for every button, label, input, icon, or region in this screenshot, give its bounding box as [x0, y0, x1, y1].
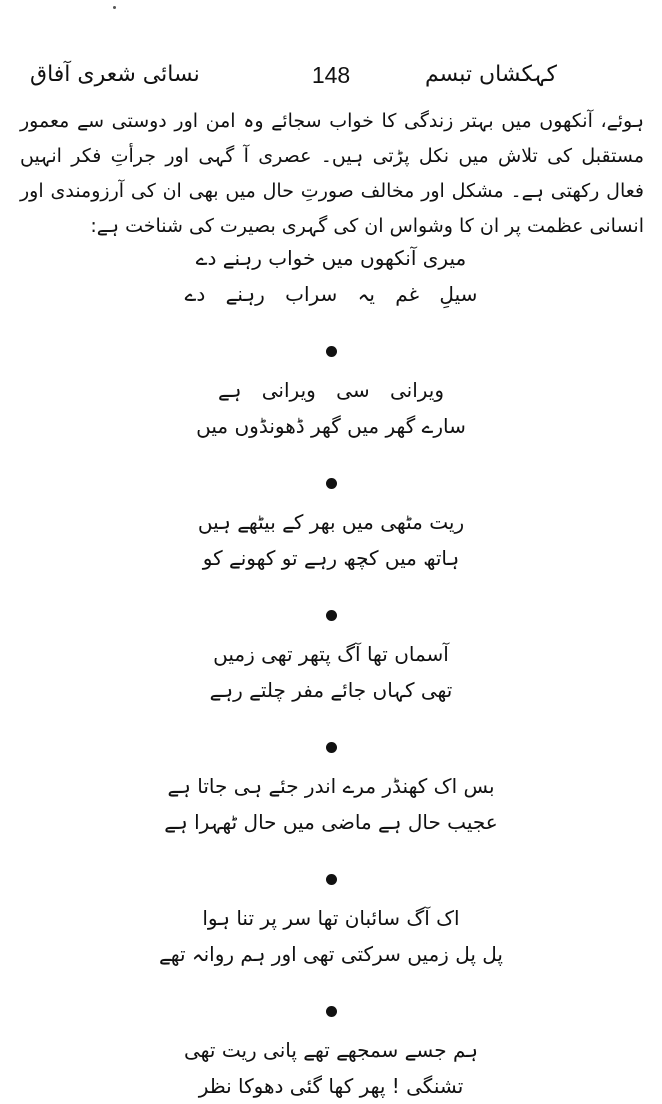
verse-line: ہم جسے سمجھے تھے پانی ریت تھی — [184, 1038, 478, 1062]
bullet-icon — [326, 610, 337, 621]
chapter-title: نسائی شعری آفاق — [30, 62, 200, 87]
stanza-separator — [110, 858, 552, 900]
verse-line: ریت مٹھی میں بھر کے بیٹھے ہیں — [197, 510, 465, 534]
stanza — [110, 1032, 552, 1104]
page-number: 148 — [311, 62, 351, 88]
verse-line: تھی کہاں جائے مفر چلتے رہے — [209, 678, 453, 702]
stanza-separator — [110, 462, 552, 504]
verse-line: آسماں تھا آگ پتھر تھی زمیں — [213, 642, 449, 666]
stanza — [110, 900, 552, 972]
stanza-separator — [110, 330, 552, 372]
verse-line: سیلِ غم یہ سراب رہنے دے — [184, 282, 478, 306]
stanza-separator — [110, 990, 552, 1032]
verse-line: اک آگ سائبان تھا سر پر تنا ہوا — [202, 906, 460, 930]
verse-line: پل پل زمیں سرکتی تھی اور ہم روانہ تھے — [159, 942, 503, 966]
verse-line: سارے گھر میں گھر ڈھونڈوں میں — [196, 414, 466, 438]
verse-line: بس اک کھنڈر مرے اندر جئے ہی جاتا ہے — [167, 774, 495, 798]
book-title: کہکشاں تبسم — [424, 62, 557, 87]
poem — [110, 240, 552, 1104]
stanza-separator — [110, 594, 552, 636]
bullet-icon — [326, 874, 337, 885]
verse-line: ہاتھ میں کچھ رہے تو کھونے کو — [202, 546, 460, 570]
stanza — [110, 504, 552, 576]
verse-line: میری آنکھوں میں خواب رہنے دے — [195, 246, 467, 270]
stanza — [110, 240, 552, 312]
bullet-icon — [326, 478, 337, 489]
stanza — [110, 636, 552, 708]
ink-speck — [113, 6, 116, 9]
verse-line: ویرانی سی ویرانی ہے — [217, 378, 445, 402]
page-header — [0, 62, 662, 102]
stanza — [110, 372, 552, 444]
stanza-separator — [110, 726, 552, 768]
stanza — [110, 768, 552, 840]
prose-paragraph: ہوئے، آنکھوں میں بہتر زندگی کا خواب سجائے وہ امن اور دوستی سے معمور مستقبل کی تلاش میں نکل پڑتی ہیں۔ عصری آ گہی اور جرأتِ فکر انہیں فعال رکھتی ہے۔ مشکل اور مخالف صورتِ حال میں بھی ان کی آرزومندی اور انسانی عظمت پر ان کا وشواس ان کی گہری بصیرت کی شناخت ہے: — [20, 110, 644, 237]
bullet-icon — [326, 346, 337, 357]
bullet-icon — [326, 1006, 337, 1017]
verse-line: تشنگی ! پھر کھا گئی دھوکا نظر — [198, 1074, 464, 1098]
verse-line: عجیب حال ہے ماضی میں حال ٹھہرا ہے — [164, 810, 498, 834]
bullet-icon — [326, 742, 337, 753]
